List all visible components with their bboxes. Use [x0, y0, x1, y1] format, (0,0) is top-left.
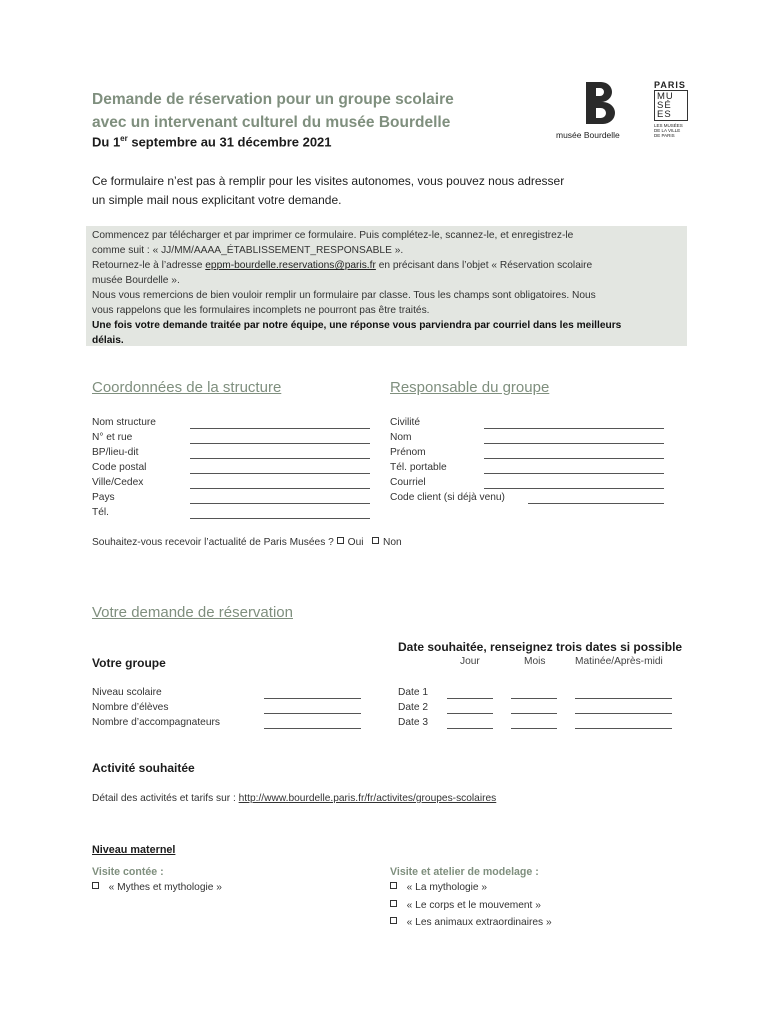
field-nom-structure[interactable]	[190, 419, 370, 429]
period-subtitle: Du 1er septembre au 31 décembre 2021	[92, 134, 332, 150]
field-label-tel-portable: Tél. portable	[390, 462, 447, 473]
checkbox-corps[interactable]	[390, 900, 397, 907]
date-2-mois[interactable]	[511, 704, 557, 714]
dates-heading: Date souhaitée, renseignez trois dates si possible	[398, 640, 683, 654]
option-animaux: « Les animaux extraordinaires »	[390, 917, 552, 928]
bourdelle-logo-text: musée Bourdelle	[556, 130, 620, 140]
page-title	[92, 88, 454, 134]
field-eleves[interactable]	[264, 704, 361, 714]
field-niveau[interactable]	[264, 689, 361, 699]
field-tel[interactable]	[190, 509, 370, 519]
newsletter-question: Souhaitez-vous recevoir l’actualité de Paris Musées ? Oui Non	[92, 537, 402, 548]
bourdelle-b-mark-icon	[556, 80, 628, 128]
activites-link[interactable]: http://www.bourdelle.paris.fr/fr/activites/groupes-scolaires	[238, 793, 497, 804]
date-3-matinee[interactable]	[575, 719, 672, 729]
field-pays[interactable]	[190, 494, 370, 504]
date-3-jour[interactable]	[447, 719, 493, 729]
reservation-email-link[interactable]: eppm-bourdelle.reservations@paris.fr	[205, 260, 376, 271]
checkbox-non[interactable]	[372, 537, 379, 544]
groupe-heading: Votre groupe	[92, 656, 166, 670]
field-code-client[interactable]	[528, 494, 664, 504]
col-jour: Jour	[460, 656, 480, 667]
field-courriel[interactable]	[484, 479, 664, 489]
date-2-label: Date 2	[398, 702, 429, 713]
date-1-matinee[interactable]	[575, 689, 672, 699]
field-label-rue: N° et rue	[92, 432, 133, 443]
checkbox-mythes[interactable]	[92, 882, 99, 889]
date-2-matinee[interactable]	[575, 704, 672, 714]
intro-text: Ce formulaire n’est pas à remplir pour les visites autonomes, vous pouvez nous adresser un simple mail nous explicitant votre demande.	[92, 174, 565, 207]
activite-details: Détail des activités et tarifs sur : http://www.bourdelle.paris.fr/fr/activites/groupes-scolaires	[92, 793, 497, 804]
date-1-label: Date 1	[398, 687, 429, 698]
col-matinee: Matinée/Après-midi	[575, 656, 663, 667]
field-label-pays: Pays	[92, 492, 115, 503]
field-bp[interactable]	[190, 449, 370, 459]
visite-atelier-title: Visite et atelier de modelage :	[390, 866, 539, 878]
field-label-ville: Ville/Cedex	[92, 477, 144, 488]
date-1-mois[interactable]	[511, 689, 557, 699]
bourdelle-logo	[556, 80, 628, 144]
checkbox-mythologie[interactable]	[390, 882, 397, 889]
paris-musees-logo: PARIS MU SÉ ES LES MUSÉES DE LA VILLE DE PARIS	[654, 80, 694, 144]
col-mois: Mois	[524, 656, 546, 667]
reservation-heading: Votre demande de réservation	[92, 604, 293, 621]
date-3-label: Date 3	[398, 717, 429, 728]
field-label-niveau: Niveau scolaire	[92, 687, 162, 698]
field-nom[interactable]	[484, 434, 664, 444]
paris-musees-box: MU SÉ ES	[654, 90, 688, 121]
field-label-code-postal: Code postal	[92, 462, 147, 473]
field-label-tel: Tél.	[92, 507, 109, 518]
instructions-box: Commencez par télécharger et par imprimer ce formulaire. Puis complétez-le, scannez-le, et enregistrez-le comme suit : « JJ/MM/AAAA_ÉTABLISSEMENT_RESPONSABLE ». Retournez-le à l’adresse eppm-bourdelle.reservations@paris.fr en précisant dans l’objet « Réservation scolaire musée Bourdelle ». Nous vous remercions de bien vouloir remplir un formulaire par classe. Tous les champs sont obligatoires. Nous vous rappelons que les formulaires incomplets ne pourront pas être traités. Une fois votre demande traitée par notre équipe, une réponse vous parviendra par courriel dans les meilleurs délais.	[86, 226, 687, 346]
field-accompagnateurs[interactable]	[264, 719, 361, 729]
maternel-heading: Niveau maternel	[92, 844, 176, 856]
field-label-code-client: Code client (si déjà venu)	[390, 492, 505, 503]
field-prenom[interactable]	[484, 449, 664, 459]
field-label-eleves: Nombre d’élèves	[92, 702, 169, 713]
field-label-accompagnateurs: Nombre d’accompagnateurs	[92, 717, 220, 728]
field-label-nom-structure: Nom structure	[92, 417, 156, 428]
responsable-heading: Responsable du groupe	[390, 379, 550, 396]
field-ville[interactable]	[190, 479, 370, 489]
checkbox-animaux[interactable]	[390, 917, 397, 924]
option-corps: « Le corps et le mouvement »	[390, 900, 541, 911]
field-code-postal[interactable]	[190, 464, 370, 474]
title-line-2: avec un intervenant culturel du musée Bourdelle	[92, 114, 451, 131]
checkbox-oui[interactable]	[337, 537, 344, 544]
activite-heading: Activité souhaitée	[92, 761, 195, 775]
field-rue[interactable]	[190, 434, 370, 444]
field-label-courriel: Courriel	[390, 477, 426, 488]
field-label-civilite: Civilité	[390, 417, 421, 428]
date-2-jour[interactable]	[447, 704, 493, 714]
field-tel-portable[interactable]	[484, 464, 664, 474]
field-civilite[interactable]	[484, 419, 664, 429]
field-label-nom: Nom	[390, 432, 412, 443]
title-line-1: Demande de réservation pour un groupe scolaire	[92, 91, 454, 108]
field-label-prenom: Prénom	[390, 447, 426, 458]
structure-heading: Coordonnées de la structure	[92, 379, 282, 396]
date-1-jour[interactable]	[447, 689, 493, 699]
field-label-bp: BP/lieu-dit	[92, 447, 139, 458]
option-mythes: « Mythes et mythologie »	[92, 882, 222, 893]
date-3-mois[interactable]	[511, 719, 557, 729]
option-mythologie: « La mythologie »	[390, 882, 487, 893]
visite-contee-title: Visite contée :	[92, 866, 164, 878]
